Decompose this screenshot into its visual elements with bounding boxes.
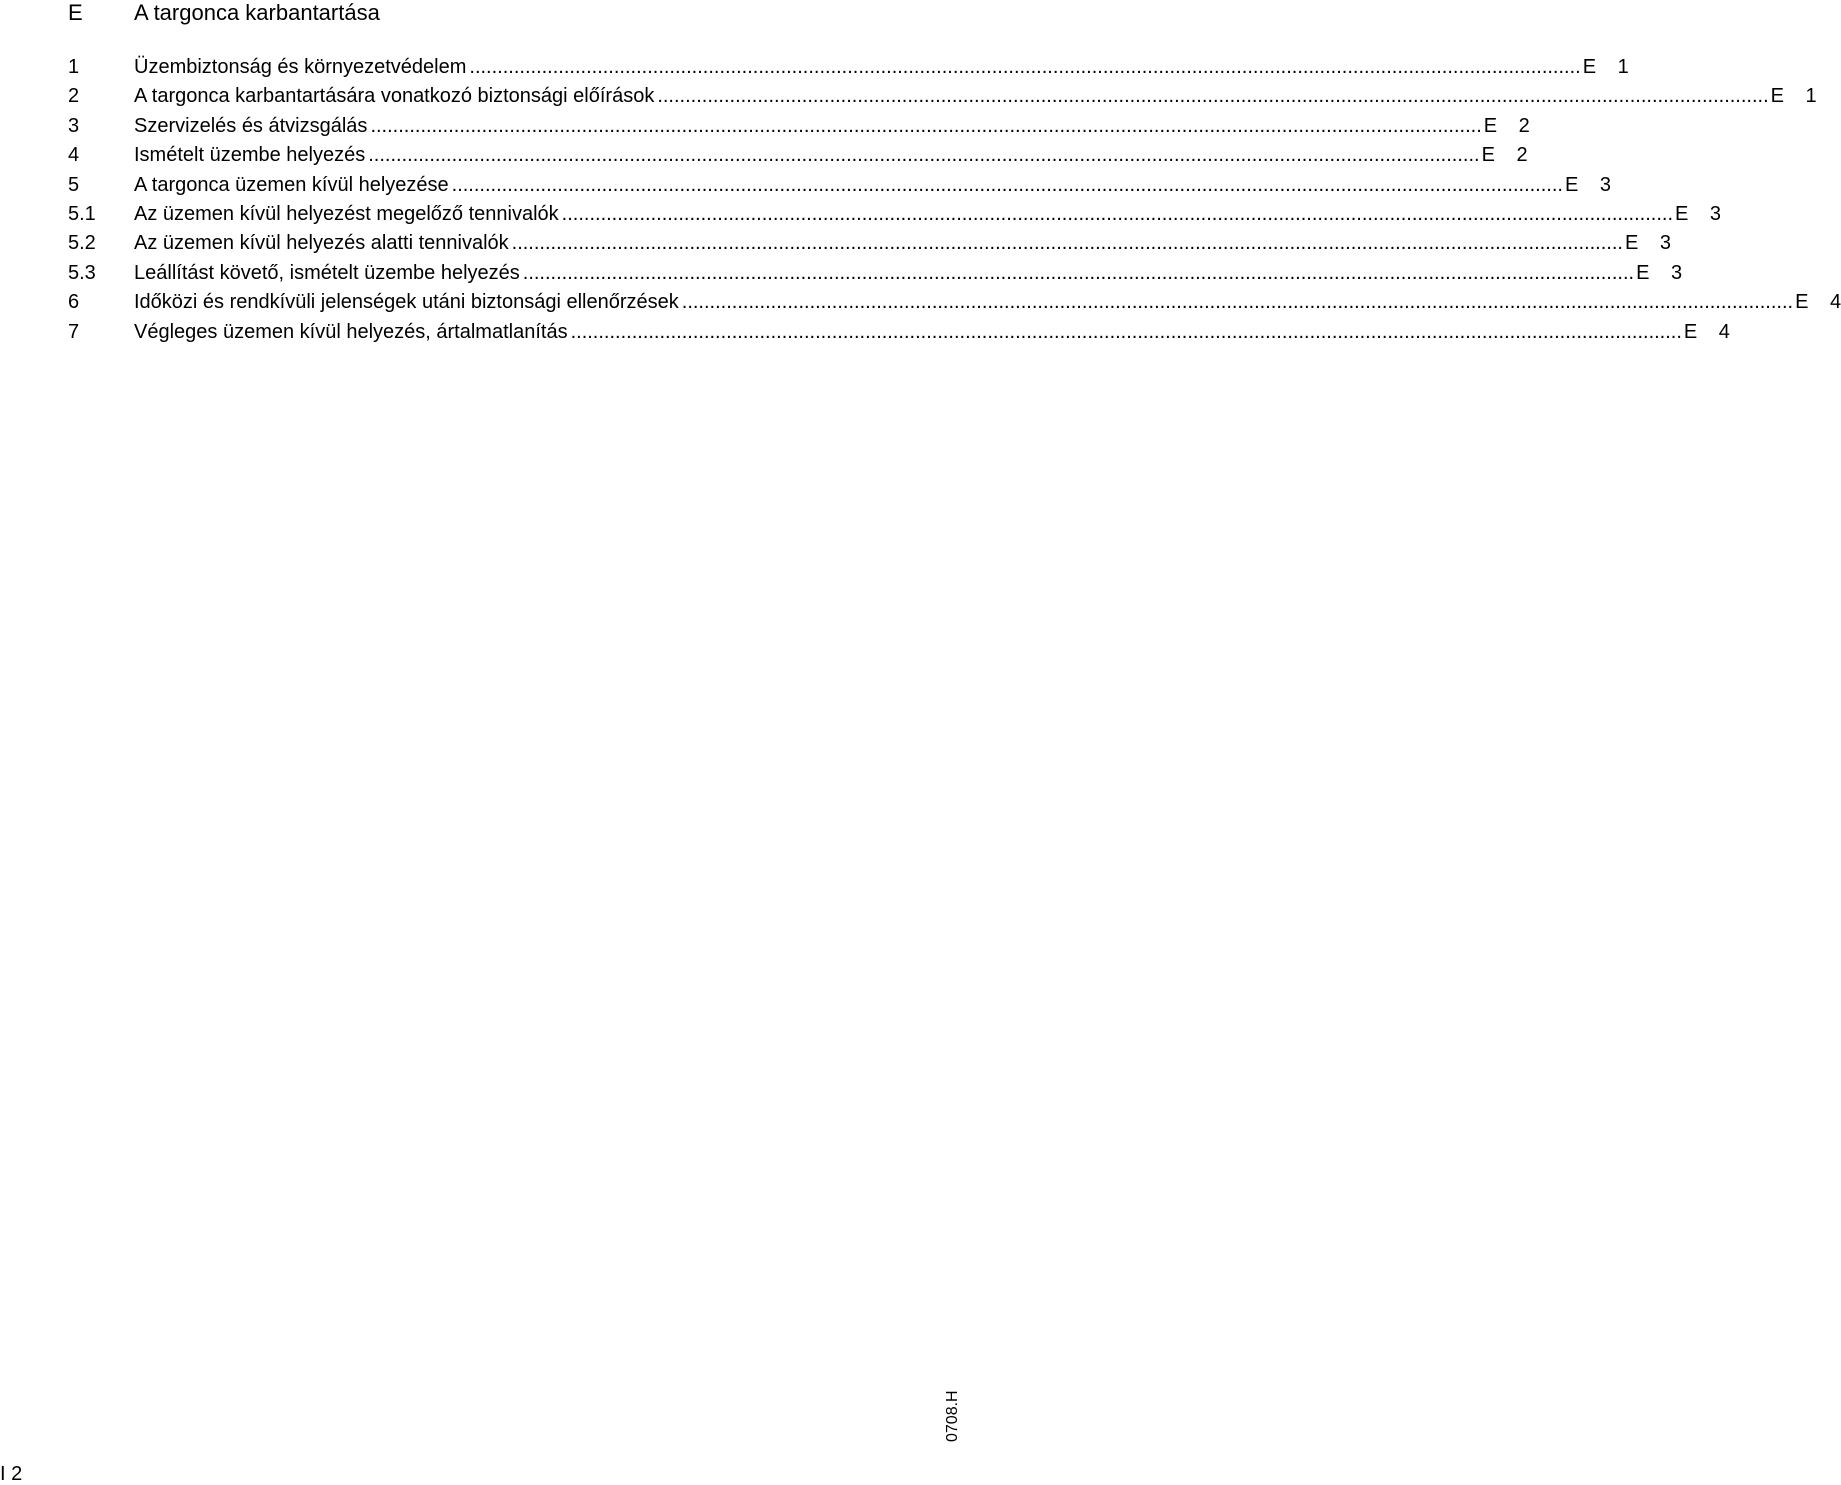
toc-entry-page: [1484, 115, 1530, 138]
toc-page-number: 3: [1709, 202, 1721, 225]
toc-page-prefix: E: [1675, 202, 1689, 225]
toc-page-number: 2: [1518, 114, 1530, 137]
toc-page-prefix: E: [1770, 85, 1784, 108]
toc-entry[interactable]: [68, 202, 1721, 232]
toc-entry-page: [1684, 321, 1730, 344]
toc-entry-page: [1583, 56, 1629, 79]
toc-page-prefix: E: [1483, 114, 1498, 137]
chapter-number: E: [68, 0, 83, 25]
toc-page-number: 3: [1670, 261, 1683, 284]
chapter-heading: [68, 0, 380, 26]
toc-entry-number: 3: [68, 114, 80, 137]
toc-entry-title: Az üzemen kívül helyezés alatti tennivalók: [134, 232, 509, 255]
toc-entry-page: [1565, 174, 1611, 197]
toc-entry[interactable]: [68, 320, 1730, 350]
toc-dot-leader: ........................................................................................................................................................................................................: [469, 56, 1581, 78]
toc-entry[interactable]: [68, 144, 1528, 173]
toc-page-number: 1: [1805, 85, 1817, 108]
toc-page-prefix: E: [1564, 173, 1579, 196]
toc-dot-leader: ........................................................................................................................................................................................................: [451, 173, 1563, 196]
toc-entry-title: A targonca karbantartására vonatkozó biztonsági előírások: [134, 85, 655, 108]
toc-page-number: 1: [1617, 56, 1629, 78]
toc-page-number: 2: [1516, 144, 1528, 167]
toc-entry-number: 2: [68, 85, 80, 108]
toc-entry-page: [1625, 232, 1671, 255]
toc-dot-leader: ........................................................................................................................................................................................................: [522, 261, 1635, 284]
toc-entry-title: A targonca üzemen kívül helyezése: [134, 173, 449, 196]
toc-page-number: 3: [1599, 173, 1611, 196]
toc-entry-title: Végleges üzemen kívül helyezés, ártalmatlanítás: [134, 320, 568, 343]
toc-dot-leader: ........................................................................................................................................................................................................: [370, 114, 1482, 137]
toc-entry-number: 5.1: [68, 202, 96, 225]
toc-entry[interactable]: [68, 261, 1683, 291]
toc-entry-number: 7: [68, 320, 80, 343]
toc-page-number: 3: [1659, 232, 1671, 255]
toc-entry-title: Időközi és rendkívüli jelenségek utáni biztonsági ellenőrzések: [134, 291, 679, 314]
toc-entry[interactable]: [68, 291, 1841, 320]
toc-entry-number: 5.2: [68, 232, 96, 255]
toc-entry-page: [1675, 203, 1721, 226]
toc-entry-page: [1771, 85, 1817, 108]
page-number: I 2: [0, 1463, 23, 1485]
toc-entry[interactable]: [68, 56, 1629, 85]
toc-page-number: 4: [1718, 320, 1730, 343]
toc-page-prefix: E: [1582, 56, 1597, 78]
toc-entry-title: Üzembiztonság és környezetvédelem: [134, 56, 467, 78]
toc-entry-number: 1: [68, 56, 80, 78]
toc-entry-number: 5.3: [68, 261, 96, 284]
toc-dot-leader: ........................................................................................................................................................................................................: [681, 291, 1794, 314]
toc-entry-title: Ismételt üzembe helyezés: [134, 144, 366, 167]
toc-entry-title: Leállítást követő, ismételt üzembe helyezés: [134, 261, 520, 284]
toc-dot-leader: ........................................................................................................................................................................................................: [561, 202, 1673, 225]
toc-dot-leader: ........................................................................................................................................................................................................: [657, 85, 1769, 108]
toc-dot-leader: ........................................................................................................................................................................................................: [511, 232, 1623, 255]
toc-dot-leader: ........................................................................................................................................................................................................: [570, 320, 1682, 343]
toc-entry-number: 5: [68, 173, 80, 196]
toc-dot-leader: ........................................................................................................................................................................................................: [368, 144, 1480, 167]
toc-entry[interactable]: [68, 173, 1611, 203]
toc-entry-title: Az üzemen kívül helyezést megelőző tennivalók: [134, 202, 559, 225]
toc-entry[interactable]: [68, 85, 1817, 114]
document-code: 0708.H: [944, 1390, 961, 1442]
toc-entry-number: 6: [68, 291, 80, 314]
toc-entry-page: [1482, 144, 1528, 167]
toc-entry[interactable]: [68, 114, 1530, 144]
toc-entry-title: Szervizelés és átvizsgálás: [134, 114, 368, 137]
toc-entry[interactable]: [68, 232, 1671, 261]
toc-page-prefix: E: [1795, 291, 1809, 314]
toc-entry-page: [1636, 262, 1682, 285]
toc-entry-number: 4: [68, 144, 80, 167]
toc-page-prefix: E: [1636, 261, 1650, 284]
toc-page-prefix: E: [1624, 232, 1639, 255]
toc-entry-page: [1795, 291, 1841, 314]
toc-page-prefix: E: [1481, 144, 1495, 167]
toc-page-prefix: E: [1683, 320, 1698, 343]
chapter-title: A targonca karbantartása: [134, 0, 380, 25]
toc-page-number: 4: [1829, 291, 1841, 314]
document-code-container: [943, 1376, 963, 1442]
table-of-contents: [68, 56, 1841, 350]
